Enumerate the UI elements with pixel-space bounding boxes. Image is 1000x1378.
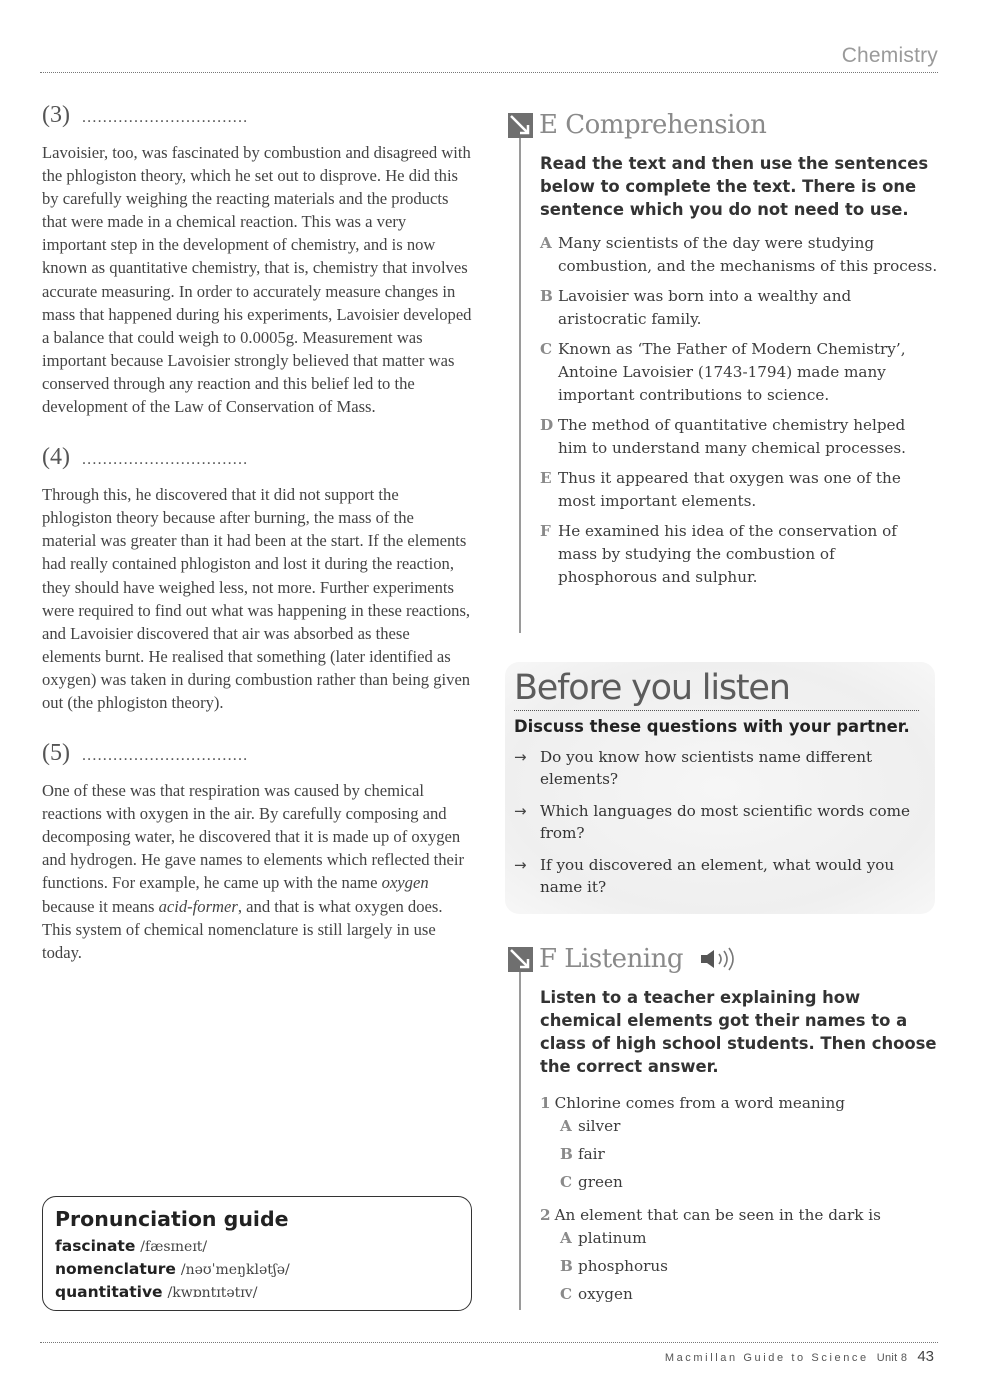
option-text: The method of quantitative chemistry helped him to understand many chemical processes. [558, 416, 906, 457]
pron-ipa: /fæsɪneɪt/ [140, 1239, 208, 1255]
pron-word: nomenclature [55, 1260, 176, 1278]
question-text: An element that can be seen in the dark is [554, 1206, 881, 1224]
reading-text-column [42, 102, 472, 990]
unit-label: Unit 8 [876, 1352, 908, 1364]
option-letter: E [540, 469, 552, 487]
answer-choice[interactable] [560, 1115, 938, 1138]
listening-section [508, 942, 938, 1311]
section-rule [519, 967, 521, 1310]
gap-label: (3) [42, 102, 70, 128]
page-footer [665, 1348, 934, 1365]
discussion-question [514, 746, 925, 790]
text-run: because it means [42, 896, 159, 916]
choice-letter: A [560, 1117, 572, 1135]
before-you-listen-instruction: Discuss these questions with your partner. [514, 717, 910, 736]
pron-ipa: /kwɒntɪtətɪv/ [167, 1285, 258, 1301]
gap-blank[interactable]: ................................ [81, 109, 249, 126]
option-letter: A [540, 234, 552, 252]
question-text: Chlorine comes from a word meaning [554, 1094, 846, 1112]
comprehension-section [508, 108, 938, 596]
option-d [540, 414, 938, 460]
answer-choice[interactable] [560, 1227, 938, 1250]
pronunciation-entry [55, 1258, 459, 1281]
choice-letter: B [560, 1145, 573, 1163]
question-stem [540, 1204, 938, 1227]
gap-blank[interactable]: ................................ [81, 451, 249, 469]
speaker-icon[interactable] [699, 946, 741, 972]
before-you-listen-title: Before you listen [514, 666, 919, 711]
section-header [508, 108, 938, 142]
running-head: Chemistry [841, 44, 938, 67]
section-rule [519, 133, 521, 633]
section-arrow-icon [508, 947, 533, 972]
book-title: Macmillan Guide to Science [664, 1352, 869, 1364]
option-e [540, 467, 938, 513]
gap-heading-3 [42, 102, 472, 129]
arrow-right-icon: → [514, 802, 527, 820]
choice-letter: B [560, 1257, 573, 1275]
question-text: If you discovered an element, what would you name it? [540, 856, 895, 896]
text-run: , and that is what oxygen does. This system of chemical nomenclature is still largely in use today. [42, 896, 443, 962]
pron-ipa: /nəʊˈmeŋklətʃə/ [180, 1262, 290, 1278]
choice-text: oxygen [578, 1285, 633, 1303]
gap-heading-4 [42, 444, 472, 471]
option-letter: F [540, 522, 551, 540]
paragraph-3: Lavoisier, too, was fascinated by combustion and disagreed with the phlogiston theory, which he set out to disprove. He did this by carefully weighing the reacting materials and the products that were made in a chemical reaction. This was a very important step in the development of chemistry, and is now known as quantitative chemistry, that is, chemistry that involves accurate measuring. In order to accurately measure changes in mass that happened during his experiments, Lavoisier developed a balance that could weigh to 0.0005g. Measurement was important because Lavoisier strongly believed that matter was conserved through any reaction and this belief led to the development of the Law of Conservation of Mass. [42, 143, 472, 417]
pronunciation-guide [42, 1196, 472, 1311]
pron-word: quantitative [55, 1283, 163, 1301]
option-text: Thus it appeared that oxygen was one of the most important elements. [558, 469, 901, 510]
italic-term: oxygen [381, 873, 429, 893]
choice-letter: C [560, 1285, 573, 1303]
option-letter: D [540, 416, 554, 434]
option-a [540, 232, 938, 278]
discussion-question [514, 800, 925, 844]
answer-choice[interactable] [560, 1171, 938, 1194]
question-1 [540, 1092, 938, 1194]
instruction: Listen to a teacher explaining how chemical elements got their names to a class of high school students. Then choose the correct answer. [540, 988, 937, 1076]
pronunciation-title: Pronunciation guide [55, 1207, 289, 1231]
section-arrow-icon [508, 113, 533, 138]
pronunciation-entry [55, 1281, 459, 1304]
italic-term: acid-former [158, 896, 238, 916]
instruction: Read the text and then use the sentences below to complete the text. There is one sentence which you do not need to use. [540, 154, 929, 219]
gap-blank[interactable]: ................................ [81, 747, 249, 765]
question-stem [540, 1092, 938, 1115]
question-2 [540, 1204, 938, 1306]
question-text: Which languages do most scientific words come from? [540, 802, 911, 842]
answer-choice[interactable] [560, 1143, 938, 1166]
choice-letter: C [560, 1173, 573, 1191]
option-c [540, 338, 938, 407]
choice-text: silver [578, 1117, 621, 1135]
option-f [540, 520, 938, 589]
arrow-right-icon: → [514, 856, 527, 874]
option-letter: C [540, 340, 553, 358]
answer-choice[interactable] [560, 1255, 938, 1278]
question-number: 2 [540, 1206, 551, 1224]
option-b [540, 285, 938, 331]
text-run: One of these was that respiration was caused by chemical reactions with oxygen in the air. By carefully composing and decomposing water, he discovered that it is made up of oxygen and hydrogen. He gave names to elements which reflected their functions. For example, he came up with the name [42, 781, 465, 893]
sentence-options [540, 232, 938, 589]
before-you-listen-box [505, 662, 935, 914]
choice-text: green [578, 1173, 623, 1191]
gap-heading-5 [42, 740, 472, 767]
paragraph-5 [42, 779, 472, 964]
pronunciation-entry [55, 1235, 459, 1258]
choice-letter: A [560, 1229, 572, 1247]
gap-label: (4) [42, 444, 70, 471]
pron-word: fascinate [55, 1237, 136, 1255]
section-header [508, 942, 938, 976]
option-text: He examined his idea of the conservation of mass by studying the combustion of phosphorous and sulphur. [558, 522, 897, 586]
page-number: 43 [917, 1348, 934, 1365]
arrow-right-icon: → [514, 748, 527, 766]
section-title: F Listening [539, 944, 684, 974]
question-text: Do you know how scientists name different elements? [540, 748, 873, 788]
discussion-questions [514, 746, 925, 898]
choice-text: platinum [578, 1229, 647, 1247]
section-title: E Comprehension [539, 110, 767, 140]
gap-label: (5) [42, 740, 70, 767]
choice-text: fair [578, 1145, 605, 1163]
option-text: Lavoisier was born into a wealthy and aristocratic family. [558, 287, 852, 328]
footer-divider [40, 1342, 938, 1343]
paragraph-4: Through this, he discovered that it did not support the phlogiston theory because after burning, the mass of the material was greater than it had been at the start. If the elements had really contained phlogiston and lost it during the reaction, they should have weighed less, not more. Further experiments were required to find out what was happening in these reactions, and Lavoisier discovered that air was absorbed as these elements burnt. He realised that something (later identified as oxygen) was taken in during combustion rather than being given out (the phlogiston theory). [42, 485, 471, 712]
discussion-question [514, 854, 925, 898]
answer-choice[interactable] [560, 1283, 938, 1306]
option-letter: B [540, 287, 553, 305]
choice-text: phosphorus [578, 1257, 668, 1275]
question-number: 1 [540, 1094, 551, 1112]
option-text: Many scientists of the day were studying combustion, and the mechanisms of this process. [558, 234, 938, 275]
option-text: Known as ‘The Father of Modern Chemistry’, Antoine Lavoisier (1743-1794) made many important contributions to science. [558, 340, 906, 404]
header-divider [40, 72, 938, 73]
